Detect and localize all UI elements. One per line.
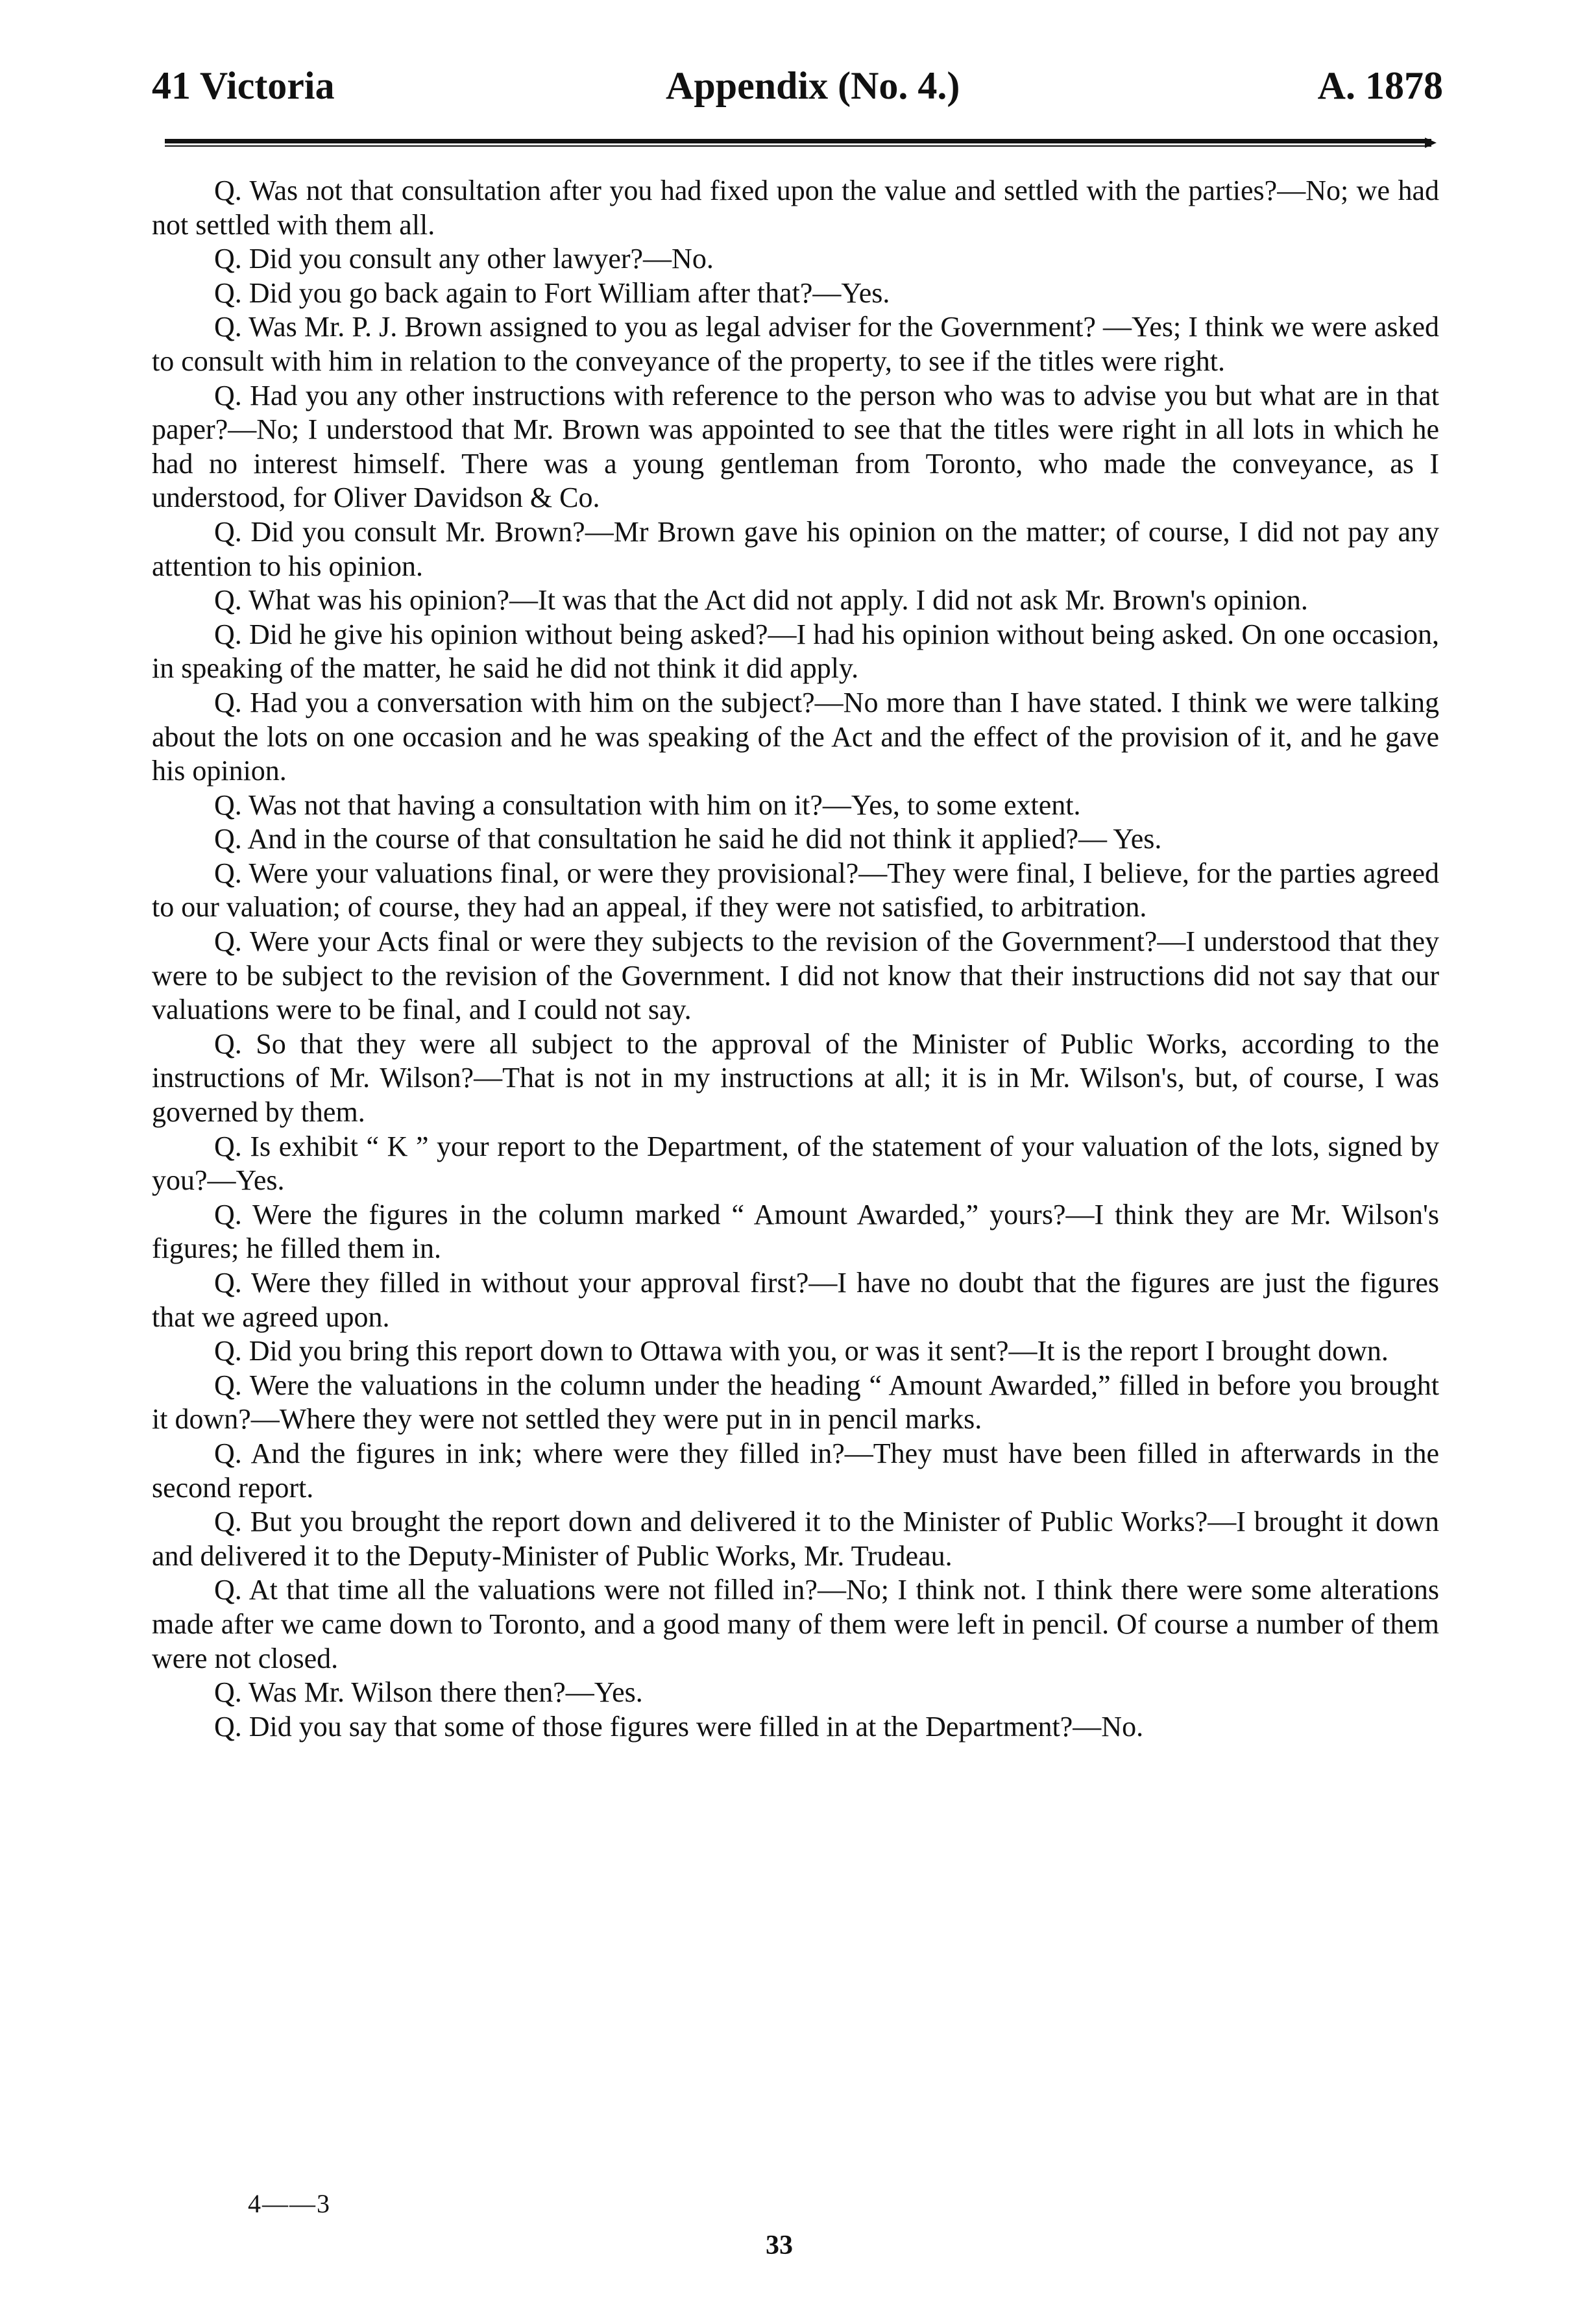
- paragraph: Q. Was Mr. Wilson there then?—Yes.: [214, 1676, 643, 1709]
- paragraph: Q. What was his opinion?—It was that the Act did not apply. I did not ask Mr. Brown's opinion.: [214, 584, 1308, 617]
- paragraph: Q. Were the figures in the column marked “ Amount Awarded,” yours?—I think they are Mr. Wilson's figures; he filled them in.: [152, 1198, 1439, 1265]
- paragraph: Q. Were your valuations final, or were they provisional?—They were final, I believe, for the parties agreed to our valuation; of course, they had an appeal, if they were not satisfied, to arbitration.: [152, 857, 1439, 923]
- paragraph: Q. So that they were all subject to the approval of the Minister of Public Works, according to the instructions of Mr. Wilson?—That is not in my instructions at all; it is in Mr. Wilson's, but, of course, I was governed by them.: [152, 1027, 1439, 1129]
- paragraph: Q. Is exhibit “ K ” your report to the Department, of the statement of your valuation of the lots, signed by you?—Yes.: [152, 1130, 1439, 1197]
- paragraph: Q. Were they filled in without your approval first?—I have no doubt that the figures are just the figures that we agreed upon.: [152, 1267, 1439, 1333]
- paragraph: Q. Was Mr. P. J. Brown assigned to you as legal adviser for the Government? —Yes; I think we were asked to consult with him in relation to the conveyance of the property, to see if the titles were right.: [152, 311, 1439, 377]
- paragraph: Q. Did you say that some of those figures were filled in at the Department?—No.: [214, 1710, 1144, 1743]
- paragraph: Q. Had you a conversation with him on the subject?—No more than I have stated. I think we were talking about the lots on one occasion and he was speaking of the Act and the effect of the provision of it, and he gave his opinion.: [152, 686, 1439, 787]
- paragraph: Q. Was not that having a consultation with him on it?—Yes, to some extent.: [214, 789, 1081, 821]
- paragraph: Q. Did he give his opinion without being asked?—I had his opinion without being asked. On one occasion, in speaking of the matter, he said he did not think it did apply.: [152, 618, 1439, 685]
- header-session: 41 Victoria: [152, 64, 335, 107]
- header-year: A. 1878: [1317, 64, 1443, 107]
- paragraph: Q. At that time all the valuations were not filled in?—No; I think not. I think there were some alterations made after we came down to Toronto, and a good many of them were left in pencil. Of course a number of them were not closed.: [152, 1574, 1439, 1674]
- paragraph: Q. Was not that consultation after you had fixed upon the value and settled with the parties?—No; we had not settled with them all.: [152, 175, 1439, 241]
- paragraph: Q. Did you consult any other lawyer?—No.: [214, 243, 714, 275]
- paragraph: Q. Had you any other instructions with reference to the person who was to advise you but what are in that paper?—No; I understood that Mr. Brown was appointed to see that the titles were right in all lots in which he had no interest himself. There was a young gentleman from Toronto, who made the conveyance, as I understood, for Oliver Davidson & Co.: [152, 379, 1439, 514]
- testimony-body: [152, 174, 1439, 1744]
- paragraph: Q. Were the valuations in the column under the heading “ Amount Awarded,” filled in before you brought it down?—Where they were not settled they were put in in pencil marks.: [152, 1369, 1439, 1436]
- page-number: 33: [766, 2231, 793, 2260]
- paragraph: Q. But you brought the report down and delivered it to the Minister of Public Works?—I brought it down and delivered it to the Deputy-Minister of Public Works, Mr. Trudeau.: [152, 1506, 1439, 1572]
- paragraph: Q. And in the course of that consultation he said he did not think it applied?— Yes.: [214, 823, 1162, 855]
- page-header: [152, 64, 1443, 116]
- paragraph: Q. Did you go back again to Fort William after that?—Yes.: [214, 276, 890, 309]
- paragraph: Q. Did you consult Mr. Brown?—Mr Brown gave his opinion on the matter; of course, I did not pay any attention to his opinion.: [152, 515, 1439, 582]
- paragraph: Q. Were your Acts final or were they subjects to the revision of the Government?—I understood that they were to be subject to the revision of the Government. I did not know that their instructions did not say that our valuations were to be final, and I could not say.: [152, 925, 1439, 1026]
- header-appendix: Appendix (No. 4.): [666, 64, 960, 107]
- signature-mark: 4——3: [248, 2189, 331, 2218]
- paragraph: Q. Did you bring this report down to Ottawa with you, or was it sent?—It is the report I brought down.: [214, 1335, 1389, 1367]
- paragraph: Q. And the figures in ink; where were they filled in?—They must have been filled in afterwards in the second report.: [152, 1437, 1439, 1504]
- header-rule: [165, 139, 1431, 147]
- header-rule-tip: [1425, 138, 1437, 148]
